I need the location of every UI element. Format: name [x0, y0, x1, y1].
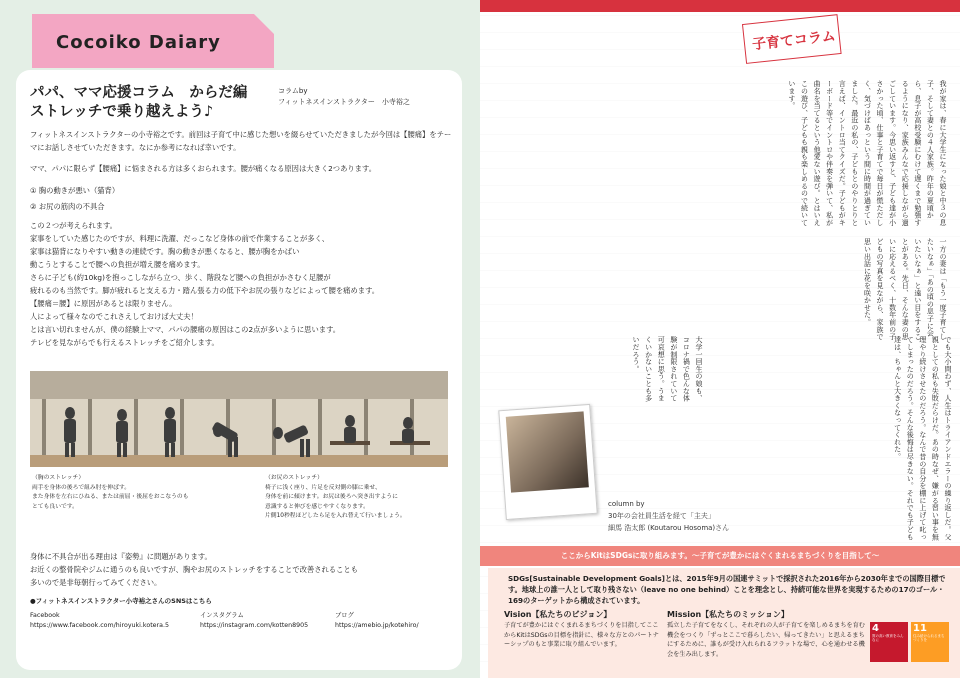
caption-line: 椅子に浅く座り、片足を反対側の膝に乗せ、 [265, 484, 381, 491]
body-line: 多いので是非毎朝行ってみてください。 [30, 578, 162, 587]
sdg-goal-4-icon [870, 622, 908, 662]
cause-list [30, 183, 119, 215]
author-line: 細馬 浩太郎 (Koutarou Hosoma)さん [608, 524, 730, 532]
body-line: さらに子ども(約10kg)を抱っこしながら立つ、歩く、階段など腰への負担がかさむく足腰が [30, 273, 331, 282]
caption-line: 身体を前に傾けます。お尻は後ろへ突き出すように [265, 494, 398, 500]
sdg-intro: SDGs[Sustainable Development Goals]とは、2015年9月の国連サミットで採択された2016年から2030年までの国際目標です。地球上の誰一人として取り残さない（leave no one behind）ことを理念とし、持続可能な世界を実現するための17のゴール・169のターゲットから構成されています。 [508, 574, 946, 605]
cause-item: ① 胸の動きが悪い（猫背） [30, 186, 120, 195]
chest-stretch-caption [32, 474, 252, 512]
body-paragraph-1 [30, 219, 460, 349]
body-line: テレビを見ながらでも行えるストレッチをご紹介します。 [30, 338, 219, 347]
caption-line: また身体を左右にひねる、または前屈・後屈をおこなうのも [32, 494, 189, 500]
link-label: ブログ [335, 612, 354, 619]
sdg-goal-number: 4 [872, 623, 879, 634]
caption-line: とても良いです。 [32, 503, 78, 510]
caption-line: 両手を身体の後ろで組み肘を伸ばす。 [32, 484, 131, 491]
body-line: 動こうとすることで腰への負担が増え腰を痛めます。 [30, 260, 205, 269]
body-line: 【腰痛＝腰】に原因があるとは限りません。 [30, 299, 177, 308]
page-title: Cocoiko Daiary [56, 32, 221, 53]
column-label-text: 子育てコラム [751, 28, 837, 54]
link-label: Facebook [30, 612, 60, 619]
caption-line: 片側10秒程ほどしたら足を入れ替えて行いましょう。 [265, 513, 406, 519]
body-line: お近くの整骨院やジムに通うのも良いですが、胸やお尻のストレッチをすることで改善されることも [30, 565, 358, 574]
column-text-block-3: でも大小問わず、人生はトライアンドエラーの繰り返しだ。父親としての私も失敗だらけだ。あの時なぜ、嫌がる習い事を無理やり続けさせたのだろう。なんで昔の自分を棚に上げて叱ってしまったのだろう。そんな後悔は尽きない。それでも子ども達は、ちゃんと大きくなってくれた。 [893, 336, 952, 541]
headline-line: ストレッチで乗り越えよう♪ [30, 104, 214, 120]
top-red-strip [480, 0, 960, 12]
body-line: この２つが考えられます。 [30, 221, 117, 230]
lead-text: ママ、パパに限らず【腰痛】に悩まされる方は多くおられます。腰が痛くなる原因は大きく2つあります。 [30, 164, 376, 173]
family-photo [498, 404, 597, 520]
blog-link-block[interactable] [335, 611, 419, 631]
cause-item: ② お尻の筋肉の不具合 [30, 202, 105, 211]
column-text-block-1: 我が家は、春に大学生になった娘と中３の息子、そして妻との４人家族。昨年の夏頃から、息子が高校受験にむけて遅くまで勉強するようになり、家族みんなで応援しながら過ごしています。今思い返すと、子ども達が小さかった頃、仕事と子育てで毎日が慌ただしく、気づけばあっという間に時間が過ぎていました。最近の私の、子どもとのやりとりと言えば、イントロ当てクイズだ。子どもがキーボード等でイントロや伴奏を弾いて、私が曲名を当てるという他愛ない遊び。とはいえこの遊び、子どもも親も楽しめるので続いています。 [787, 80, 947, 226]
headline-line: パパ、ママ応援コラム からだ編 [30, 85, 248, 101]
gym-photo-illustration [30, 371, 448, 467]
facebook-link-block[interactable] [30, 611, 169, 631]
intro-text: フィットネスインストラクターの小寺裕之です。前回は子育て中に感じた想いを綴らせていただきましたが今回は【腰痛】をテーマにお話しさせていただきます。なにか参考になれば幸いです。 [30, 130, 452, 152]
body-line: 家事をしていた感じたのですが、料理に洗濯、だっこなど身体の前で作業することが多く、 [30, 234, 330, 243]
body-paragraph-2 [30, 550, 460, 589]
column-by-label: column by [608, 500, 645, 508]
column-text-block-4: 大学一回生の娘も、コロナ禍で色んな体験が制限されていて可哀想に思う。うまくいかないことも多いだろう。 [632, 336, 703, 402]
caption-line: （お尻のストレッチ） [265, 475, 323, 481]
instagram-url[interactable]: https://instagram.com/kotten8905 [200, 622, 309, 629]
stretch-photo-strip [30, 371, 448, 467]
facebook-url[interactable]: https://www.facebook.com/hiroyuki.kotera.5 [30, 622, 170, 629]
mission-text: 孤立した子育てをなくし、それぞれの人が子育てを楽しめるまちを育む機会をつくり「ずっとここで暮らしたい、帰ってきたい」と思えるまちにするために、誰もが受け入れられるフラットな場で、心を通わせる機会を生み出します。 [667, 622, 865, 658]
sdg-goal-label: 住み続けられるまちづくりを [913, 634, 945, 642]
body-line: 人によって様々なのでこれさえしておけば大丈夫！ [30, 312, 198, 321]
vision-text: 子育てが豊かにはぐくまれるまちづくりを目指してここからKitはSDGsの目標を指針に、様々な方とのパートナーシップのもと事業に取り組んでいます。 [504, 622, 659, 649]
instagram-link-block[interactable] [200, 611, 308, 631]
family-photo-image [506, 411, 589, 492]
sns-heading: ●フィットネスインストラクター小寺裕之さんのSNSはこちら [30, 597, 212, 605]
sdg-goal-number: 11 [913, 623, 927, 634]
body-line: 疲れるのも当然です。脚が疲れると支える力・踏ん張る力の低下やお尻の張りなどによって腰を痛めます。 [30, 286, 380, 295]
intro-paragraph [30, 128, 455, 175]
byline [278, 86, 410, 108]
link-label: インスタグラム [200, 612, 244, 619]
sdg-goal-11-icon [911, 622, 949, 662]
hip-stretch-caption [265, 474, 465, 522]
column-text-block-2: 一方の妻は「もう一度子育てしたいなぁ」「あの頃の息子に会いたいなぁ」と遠い目をすることがある。先日、そんな妻の思いに応えるべく、十数年前の子どもの写真を見ながら、家族で思い出話に花を咲かせた。 [863, 238, 947, 341]
byline-line: コラムby [278, 87, 308, 95]
byline-line: フィットネスインストラクター 小寺裕之 [278, 98, 410, 106]
body-line: 家事は猫背になりやすい動きの連続です。胸の動きが悪くなると、腰が胸をかばい [30, 247, 300, 256]
body-line: 身体に不具合が出る理由は『姿勢』に問題があります。 [30, 552, 212, 561]
sdg-banner: ここからKitはSDGsに取り組みます。～子育てが豊かにはぐくまれるまちづくりを目指して～ [480, 546, 960, 566]
sdg-goal-label: 質の高い教育をみんなに [872, 634, 904, 642]
caption-line: 意識すると伸びを感じやすくなります。 [265, 503, 369, 510]
author-line: 30年の会社員生活を経て「主夫」 [608, 512, 715, 520]
body-line: とは言い切れませんが、僕の経験上ママ、パパの腰痛の原因はこの2点が多いように思います。 [30, 325, 341, 334]
blog-url[interactable]: https://amebio.jp/kotehiro/ [335, 622, 419, 629]
headline [30, 84, 280, 122]
vision-heading: Vision【私たちのビジョン】 [504, 610, 612, 619]
mission-heading: Mission【私たちのミッション】 [667, 610, 789, 619]
caption-line: （胸のストレッチ） [32, 475, 85, 481]
column-by [608, 498, 729, 534]
